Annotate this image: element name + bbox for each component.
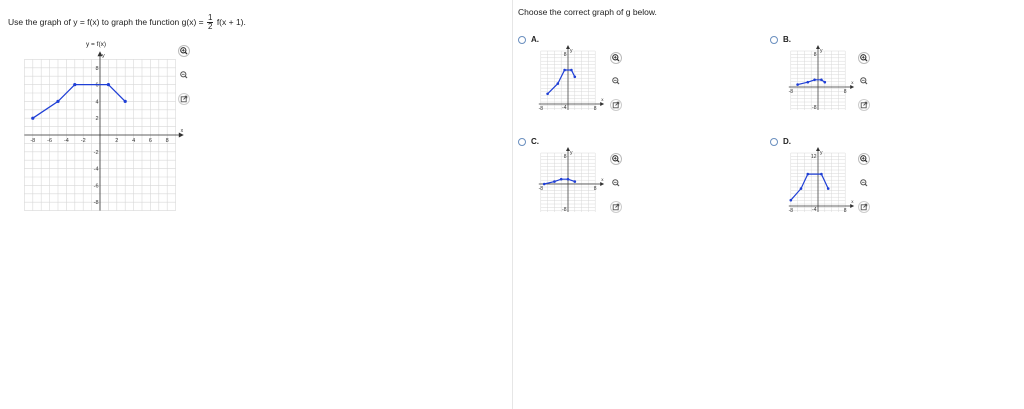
y-bottom-label: -4 <box>812 207 817 213</box>
option-b-radio[interactable] <box>770 36 778 44</box>
zoom-out-icon[interactable] <box>178 69 190 81</box>
panel-divider <box>512 0 513 409</box>
option-c-zoom-out-icon[interactable] <box>610 177 622 189</box>
curve-point <box>56 100 59 103</box>
option-curve-point <box>800 187 803 190</box>
x-axis-label: x <box>601 177 604 182</box>
x-tick-label: 2 <box>115 138 119 144</box>
option-curve-point <box>574 180 577 183</box>
x-right-label: 8 <box>593 106 597 112</box>
popout-icon[interactable] <box>178 93 190 105</box>
option-c-popout-icon[interactable] <box>610 201 622 213</box>
option-curve-point <box>553 180 556 183</box>
curve-point <box>31 117 34 120</box>
question-text <box>8 14 246 31</box>
option-a-zoom-in-icon[interactable] <box>610 52 622 64</box>
x-right-label: 8 <box>593 186 597 192</box>
fraction-denominator: 2 <box>207 22 213 31</box>
y-tick-label: 6 <box>95 82 99 89</box>
y-bottom-label: -4 <box>562 105 567 111</box>
option-curve-point <box>824 81 827 84</box>
y-tick-label: -4 <box>93 166 99 173</box>
x-tick-label: 6 <box>148 138 152 144</box>
x-tick-label: -6 <box>47 138 53 144</box>
option-c-radio[interactable] <box>518 138 526 146</box>
option-curve <box>544 179 575 184</box>
y-bottom-label: -8 <box>562 207 567 213</box>
option-curve-point <box>543 183 546 186</box>
question-suffix: f(x + 1). <box>216 16 246 27</box>
option-d-graph <box>782 148 852 218</box>
option-curve-point <box>827 187 830 190</box>
option-a[interactable] <box>518 35 539 44</box>
x-tick-label: 8 <box>165 138 169 144</box>
y-tick-label: -6 <box>93 183 99 190</box>
option-curve-point <box>796 83 799 86</box>
option-curve-point <box>574 76 577 79</box>
y-top-label: 8 <box>563 154 567 160</box>
y-top-label: 8 <box>563 52 567 58</box>
x-tick-label: -8 <box>30 138 36 144</box>
x-axis-label: x <box>851 199 854 204</box>
option-a-radio[interactable] <box>518 36 526 44</box>
y-axis-label: y <box>570 48 573 54</box>
option-a-popout-icon[interactable] <box>610 99 622 111</box>
y-tick-label: 2 <box>95 116 99 123</box>
option-d-letter: D. <box>783 137 791 146</box>
option-c-graph <box>532 148 602 218</box>
x-tick-label: -2 <box>80 138 86 144</box>
x-axis-label: x <box>851 80 854 85</box>
option-curve-point <box>790 199 793 202</box>
curve-point <box>73 83 76 86</box>
option-b-popout-icon[interactable] <box>858 99 870 111</box>
option-curve-point <box>567 178 570 181</box>
option-curve-point <box>557 82 560 85</box>
option-b-letter: B. <box>783 35 791 44</box>
main-graph <box>20 50 184 210</box>
x-left-label: -8 <box>788 89 794 95</box>
option-c-zoom-in-icon[interactable] <box>610 153 622 165</box>
x-axis-label: x <box>601 97 604 102</box>
option-b-zoom-out-icon[interactable] <box>858 75 870 87</box>
x-right-label: 8 <box>843 89 847 95</box>
option-curve-point <box>807 81 810 84</box>
option-a-graph <box>532 46 602 116</box>
x-tick-label: -4 <box>63 138 69 144</box>
question-prefix: Use the graph of y = f(x) to graph the function g(x) = <box>8 16 204 27</box>
x-left-label: -8 <box>538 186 544 192</box>
x-axis-arrow <box>850 85 854 89</box>
option-d-zoom-out-icon[interactable] <box>858 177 870 189</box>
y-tick-label: -8 <box>93 200 99 207</box>
y-bottom-label: -8 <box>812 105 817 111</box>
option-d-radio[interactable] <box>770 138 778 146</box>
option-curve-point <box>546 93 549 96</box>
fraction <box>207 14 213 31</box>
option-curve-point <box>820 173 823 176</box>
option-a-letter: A. <box>531 35 539 44</box>
option-curve-point <box>820 79 823 82</box>
option-curve-point <box>813 79 816 82</box>
zoom-in-icon[interactable] <box>178 45 190 57</box>
option-curve-point <box>560 178 563 181</box>
y-axis-label: y <box>820 48 823 54</box>
y-top-label: 12 <box>810 154 817 160</box>
curve-point <box>107 83 110 86</box>
y-tick-label: 8 <box>95 65 99 72</box>
option-curve-point <box>570 69 573 72</box>
x-axis-arrow <box>850 204 854 208</box>
x-left-label: -8 <box>788 208 794 214</box>
option-d-zoom-in-icon[interactable] <box>858 153 870 165</box>
option-d-popout-icon[interactable] <box>858 201 870 213</box>
option-curve-point <box>807 173 810 176</box>
option-a-zoom-out-icon[interactable] <box>610 75 622 87</box>
prompt-text: Choose the correct graph of g below. <box>518 7 657 17</box>
option-c[interactable] <box>518 137 539 146</box>
x-right-label: 8 <box>843 208 847 214</box>
x-axis-arrow <box>600 182 604 186</box>
x-left-label: -8 <box>538 106 544 112</box>
curve-point <box>124 100 127 103</box>
y-axis-label: y <box>570 150 573 156</box>
option-b-graph <box>782 46 852 116</box>
x-tick-label: 4 <box>132 138 136 144</box>
x-axis-arrow <box>600 102 604 106</box>
main-graph-title: y = f(x) <box>86 41 107 48</box>
fraction-numerator: 1 <box>207 13 213 22</box>
y-tick-label: 4 <box>95 99 99 106</box>
option-d[interactable] <box>770 137 791 146</box>
option-b[interactable] <box>770 35 791 44</box>
x-axis-label: x <box>180 128 184 134</box>
y-top-label: 8 <box>813 52 817 58</box>
y-tick-label: -2 <box>93 149 99 156</box>
y-axis-label: y <box>820 150 823 156</box>
y-axis-label: y <box>102 52 105 59</box>
option-c-letter: C. <box>531 137 539 146</box>
option-b-zoom-in-icon[interactable] <box>858 52 870 64</box>
option-curve-point <box>563 69 566 72</box>
